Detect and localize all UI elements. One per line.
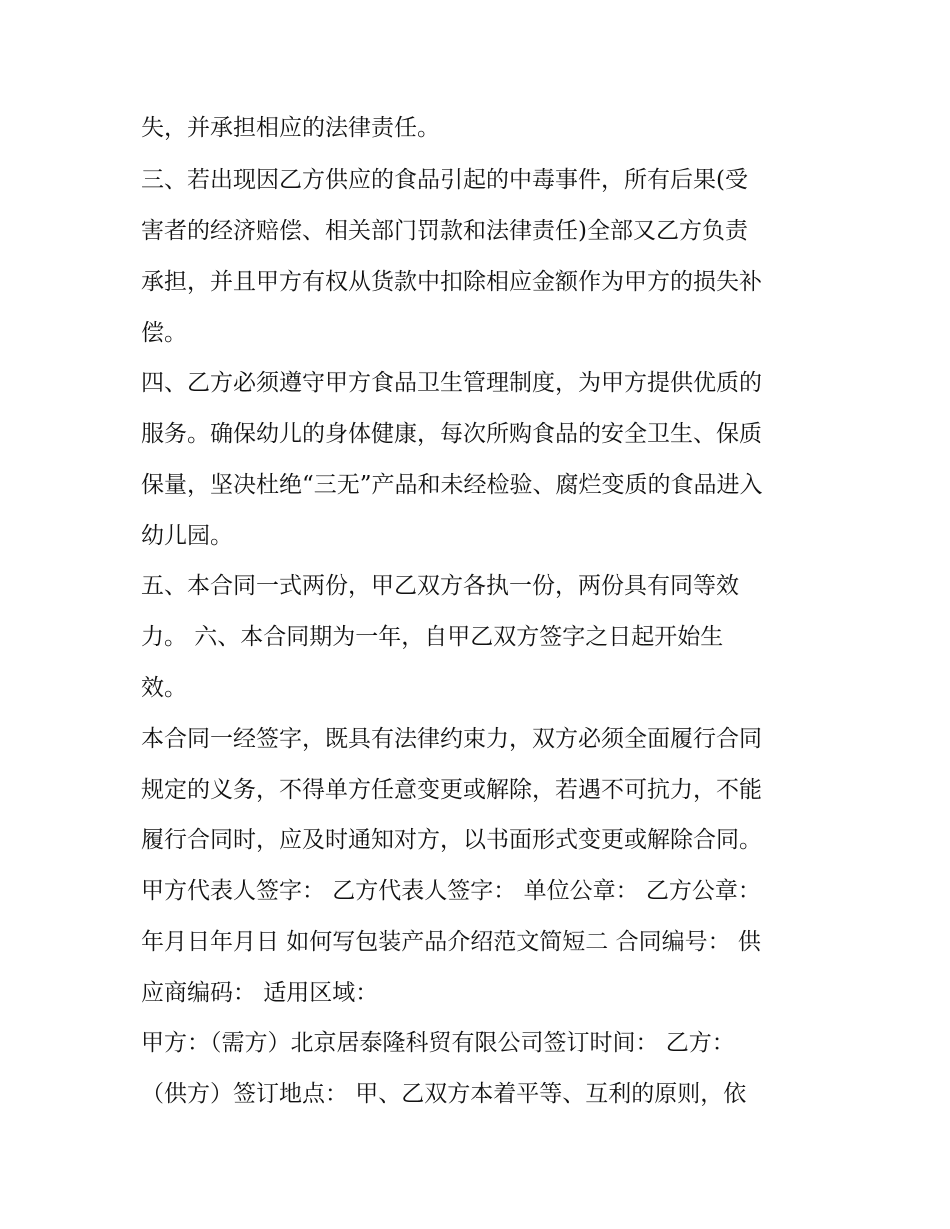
- text-line: （供方）签订地点： 甲、乙双方本着平等、互利的原则，依: [141, 1081, 747, 1107]
- text-line: 甲方代表人签字： 乙方代表人签字： 单位公章： 乙方公章：: [141, 878, 761, 904]
- text-line: 五、本合同一式两份，甲乙双方各执一份，两份具有同等效: [141, 573, 739, 599]
- text-line: 害者的经济赔偿、相关部门罚款和法律责任)全部又乙方负责: [141, 218, 748, 244]
- text-line: 力。 六、本合同期为一年，自甲乙双方签字之日起开始生: [141, 624, 724, 650]
- text-line: 履行合同时，应及时通知对方，以书面形式变更或解除合同。: [141, 827, 762, 853]
- text-line: 应商编码： 适用区域：: [141, 980, 379, 1006]
- text-line: 幼儿园。: [141, 523, 233, 549]
- text-line: 甲方：（需方）北京居泰隆科贸有限公司签订时间： 乙方：: [141, 1030, 735, 1056]
- text-line: 失，并承担相应的法律责任。: [141, 115, 440, 141]
- text-line: 保量，坚决杜绝“三无”产品和未经检验、腐烂变质的食品进入: [141, 472, 763, 498]
- text-line: 三、若出现因乙方供应的食品引起的中毒事件，所有后果(受: [141, 167, 748, 193]
- text-line: 年月日年月日 如何写包装产品介绍范文简短二 合同编号： 供: [141, 929, 761, 955]
- text-line: 本合同一经签字，既具有法律约束力，双方必须全面履行合同: [141, 726, 762, 752]
- text-line: 服务。确保幼儿的身体健康，每次所购食品的安全卫生、保质: [141, 421, 762, 447]
- text-line: 承担，并且甲方有权从货款中扣除相应金额作为甲方的损失补: [141, 269, 762, 295]
- text-line: 效。: [141, 675, 187, 701]
- text-line: 规定的义务，不得单方任意变更或解除，若遇不可抗力，不能: [141, 777, 762, 803]
- text-line: 偿。: [141, 320, 187, 346]
- text-line: 四、乙方必须遵守甲方食品卫生管理制度，为甲方提供优质的: [141, 370, 762, 396]
